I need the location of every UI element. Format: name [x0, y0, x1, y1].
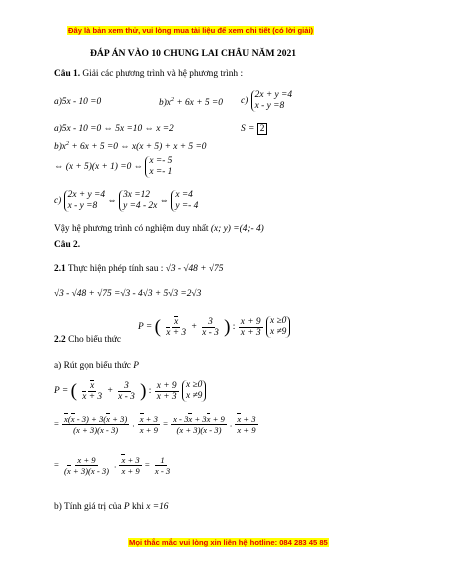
q2-label: Câu 2.	[54, 240, 81, 250]
top-banner	[67, 26, 314, 35]
p-condition-1: x ≥0	[269, 316, 287, 326]
q2-2-part-b-value: x =16	[146, 502, 169, 512]
q2-1-text: Thực hiện phép tính sau :	[67, 264, 164, 274]
q1-solution-c-s2-line-1: 3x =12	[123, 190, 150, 200]
q1-solution-b2-root-2: x =- 1	[149, 167, 173, 177]
q2-2-part-b-when: khi	[131, 502, 144, 512]
q1-conclusion-text: Vậy hệ phương trình có nghiệm duy nhất	[54, 224, 209, 234]
p-frac-2: $\frac{3}{x - 3}$	[202, 316, 219, 338]
q1-solution-b2-text: ⇔ (x + 5)(x + 1) =0 ⇔	[54, 162, 144, 173]
q2-2-part-b-var: P	[123, 502, 130, 512]
q2-2-text: Cho biểu thức	[68, 335, 122, 345]
q2-2-label: 2.2	[54, 335, 66, 345]
q1-solution-b2-root-1: x =- 5	[149, 156, 173, 166]
q1-solution-c-s1-line-2: x - y =8	[67, 201, 98, 211]
q1-solution-a-set	[241, 124, 267, 134]
q1-part-c-label: c)	[241, 96, 249, 107]
q2-1-label: 2.1	[54, 264, 66, 274]
bottom-banner-text: Mọi thắc mắc vui lòng xin liên hệ hotline: 084 283 45 85	[129, 538, 328, 547]
q1-part-b-tail: + 6x + 5 =0	[173, 98, 223, 109]
step3-frac-2: $\frac{x + 3}{x + 9}$	[121, 455, 140, 476]
bottom-banner	[128, 538, 329, 547]
q1-part-b: $b)x^2 + 6x + 5 =0$	[159, 97, 223, 109]
step3-frac-3: $\frac{1}{x - 3}$	[154, 455, 171, 476]
q1-solution-a-set-value: 2	[257, 123, 268, 135]
step2-frac-1: $\frac{x(x - 3) + 3(x + 3)}{(x + 3)(x - 3)}$	[64, 414, 128, 435]
q1-solution-c-system-3	[171, 190, 198, 212]
q1-solution-c-system-2	[119, 190, 157, 212]
q1-solution-c-s1-line-1: 2x + y =4	[67, 190, 106, 200]
q2-2-heading	[54, 335, 121, 345]
q1-part-a: a)5x - 10 =0	[54, 97, 102, 107]
p-frac-1: $\frac{x}{x + 3}$	[166, 316, 187, 338]
step1-condition-1: x ≥0	[185, 380, 203, 390]
q1-system	[251, 90, 292, 112]
step2-frac-2: $\frac{x + 3}{x + 9}$	[139, 414, 158, 435]
q1-solution-a: a)5x - 10 =0 ⇔ 5x =10 ⇔ x =2	[54, 124, 174, 134]
q1-label: Câu 1.	[54, 69, 81, 79]
top-banner-text: Đây là bản xem thử, vui lòng mua tài liệu để xem chi tiết (có lời giải)	[68, 26, 314, 35]
p-frac-3: $\frac{x + 9}{x + 3}$	[240, 316, 261, 338]
q2-1-expression: √3 - √48 + √75	[165, 264, 224, 274]
step1-lhs: P =	[54, 386, 69, 397]
q1-solution-b-tail: + 6x + 5 =0 ⇔ x(x + 5) + x + 5 =0	[68, 142, 207, 153]
step1-conditions	[182, 380, 206, 402]
q1-solution-c-s2-line-2: y =4 - 2x	[123, 201, 158, 211]
q2-2-part-a	[54, 361, 139, 371]
q1-solution-a-set-label: S =	[241, 124, 255, 134]
step1-frac-1: $\frac{x}{x + 3}$	[82, 380, 103, 402]
step3-frac-1: $\frac{x + 9}{(x + 3)(x - 3)}$	[64, 455, 109, 476]
q1-solution-b: $b)x^2 + 6x + 5 =0$ ⇔ x(x + 5) + x + 5 =0	[54, 141, 207, 153]
step1-frac-3: $\frac{x + 9}{x + 3}$	[156, 380, 177, 402]
q1-solution-c-label: c)	[54, 196, 62, 207]
q2-2-part-a-text: a) Rút gọn biểu thức	[54, 361, 131, 371]
q2-1-heading	[54, 264, 223, 274]
q1-conclusion	[54, 224, 264, 234]
step2-frac-4: $\frac{x + 3}{x + 9}$	[237, 414, 256, 435]
q2-2-part-a-var: P	[133, 361, 140, 371]
simplify-step-2: = $\frac{x(x - 3) + 3(x + 3)}{(x + 3)(x - 3)}$ . $\frac{x + 3}{x + 9}$ = $\frac{x - 3x + 3x + 9}{(x + 3)(x - 3)}$ . $\frac{x + 3}{x + 9}$	[54, 414, 256, 435]
q2-2-part-b	[54, 502, 168, 512]
q1-prompt: Giải các phương trình và hệ phương trình :	[82, 69, 244, 79]
q1-solution-b2	[54, 156, 172, 178]
q1-solution-b2-system	[145, 156, 172, 178]
q2-2-part-b-text: b) Tính giá trị của	[54, 502, 122, 512]
simplify-step-1: P = ( $\frac{x}{x + 3}$ + $\frac{3}{x - 3}$ ) : $\frac{x + 9}{x + 3}$ x ≥0 x ≠9	[54, 380, 206, 402]
q1-heading	[54, 69, 243, 79]
q1-solution-b-lead: b)x	[54, 142, 66, 153]
page-title: ĐÁP ÁN VÀO 10 CHUNG LAI CHÂU NĂM 2021	[90, 48, 297, 59]
q1-system-line-2: x - y =8	[254, 101, 285, 111]
q1-part-b-lead: b)x	[159, 98, 171, 109]
q2-1-solution: √3 - √48 + √75 =√3 - 4√3 + 5√3 =2√3	[54, 289, 202, 299]
q1-solution-c: c) 2x + y =4 x - y =8 ⇔ 3x =12 y =4 - 2x ⇔ x =4 y =- 4	[54, 190, 199, 211]
q1-conclusion-value: (x; y) =(4;- 4)	[210, 224, 264, 234]
p-definition-lhs: P =	[138, 322, 153, 333]
step1-condition-2: x ≠9	[185, 391, 203, 401]
step2-frac-3: $\frac{x - 3x + 3x + 9}{(x + 3)(x - 3)}$	[173, 414, 225, 435]
q1-part-c	[241, 90, 292, 112]
q1-solution-c-s3-line-2: y =- 4	[175, 201, 199, 211]
q1-solution-c-system-1	[64, 190, 105, 212]
step1-frac-2: $\frac{3}{x - 3}$	[118, 380, 135, 402]
p-condition-2: x ≠9	[269, 327, 287, 337]
q1-system-line-1: 2x + y =4	[254, 90, 293, 100]
q1-solution-c-s3-line-1: x =4	[175, 190, 193, 200]
q2-2-p-definition: P = ( $\frac{x}{x + 3}$ + $\frac{3}{x - 3}$ ) : $\frac{x + 9}{x + 3}$ x ≥0 x ≠9	[138, 316, 290, 338]
simplify-step-3: = $\frac{x + 9}{(x + 3)(x - 3)}$ . $\frac{x + 3}{x + 9}$ = $\frac{1}{x - 3}$	[54, 455, 171, 476]
p-conditions	[266, 316, 290, 338]
